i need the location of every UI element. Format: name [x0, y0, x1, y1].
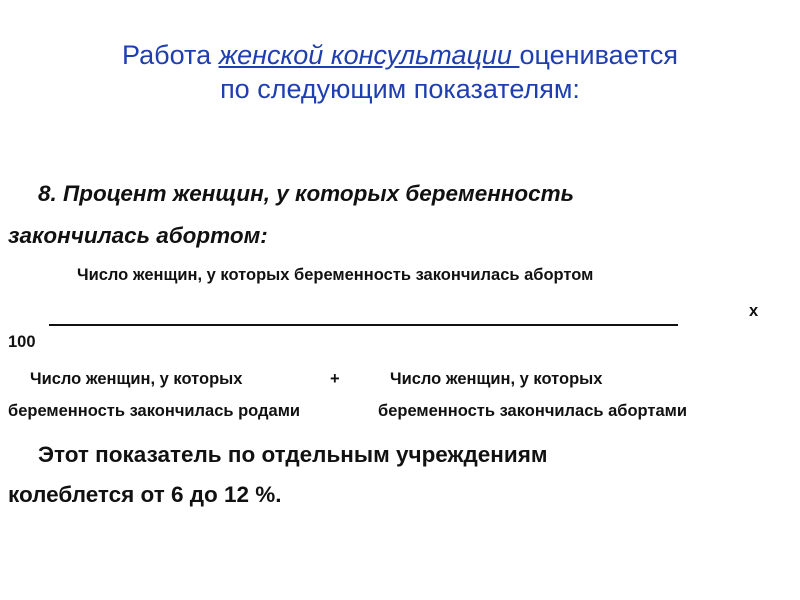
- slide-title-line-2: по следующим показателям:: [220, 74, 580, 104]
- title-text-end: оценивается: [519, 40, 678, 70]
- indicator-heading-line-2: закончилась абортом:: [8, 223, 268, 248]
- denominator-plus: +: [330, 370, 340, 388]
- note-line-2: колеблется от 6 до 12 %.: [8, 482, 282, 507]
- slide-title: [0, 38, 800, 106]
- fraction-bar: [49, 324, 678, 326]
- title-text-start: Работа: [121, 40, 219, 70]
- indicator-heading-line-1: 8. Процент женщин, у которых беременность: [38, 181, 575, 206]
- denominator-right-line-2: беременность закончилась абортами: [378, 402, 688, 420]
- denominator-right-line-1: Число женщин, у которых: [390, 370, 603, 388]
- note-line-1: Этот показатель по отдельным учреждениям: [38, 442, 548, 467]
- title-emphasis: женской консультации: [218, 40, 520, 70]
- denominator-left-line-1: Число женщин, у которых: [30, 370, 243, 388]
- denominator-left-line-2: беременность закончилась родами: [8, 402, 301, 420]
- slide-title-line-1: [0, 38, 800, 72]
- formula-hundred: 100: [8, 333, 36, 351]
- formula-multiplier: х: [749, 302, 759, 320]
- formula-numerator: Число женщин, у которых беременность закончилась абортом: [77, 266, 594, 284]
